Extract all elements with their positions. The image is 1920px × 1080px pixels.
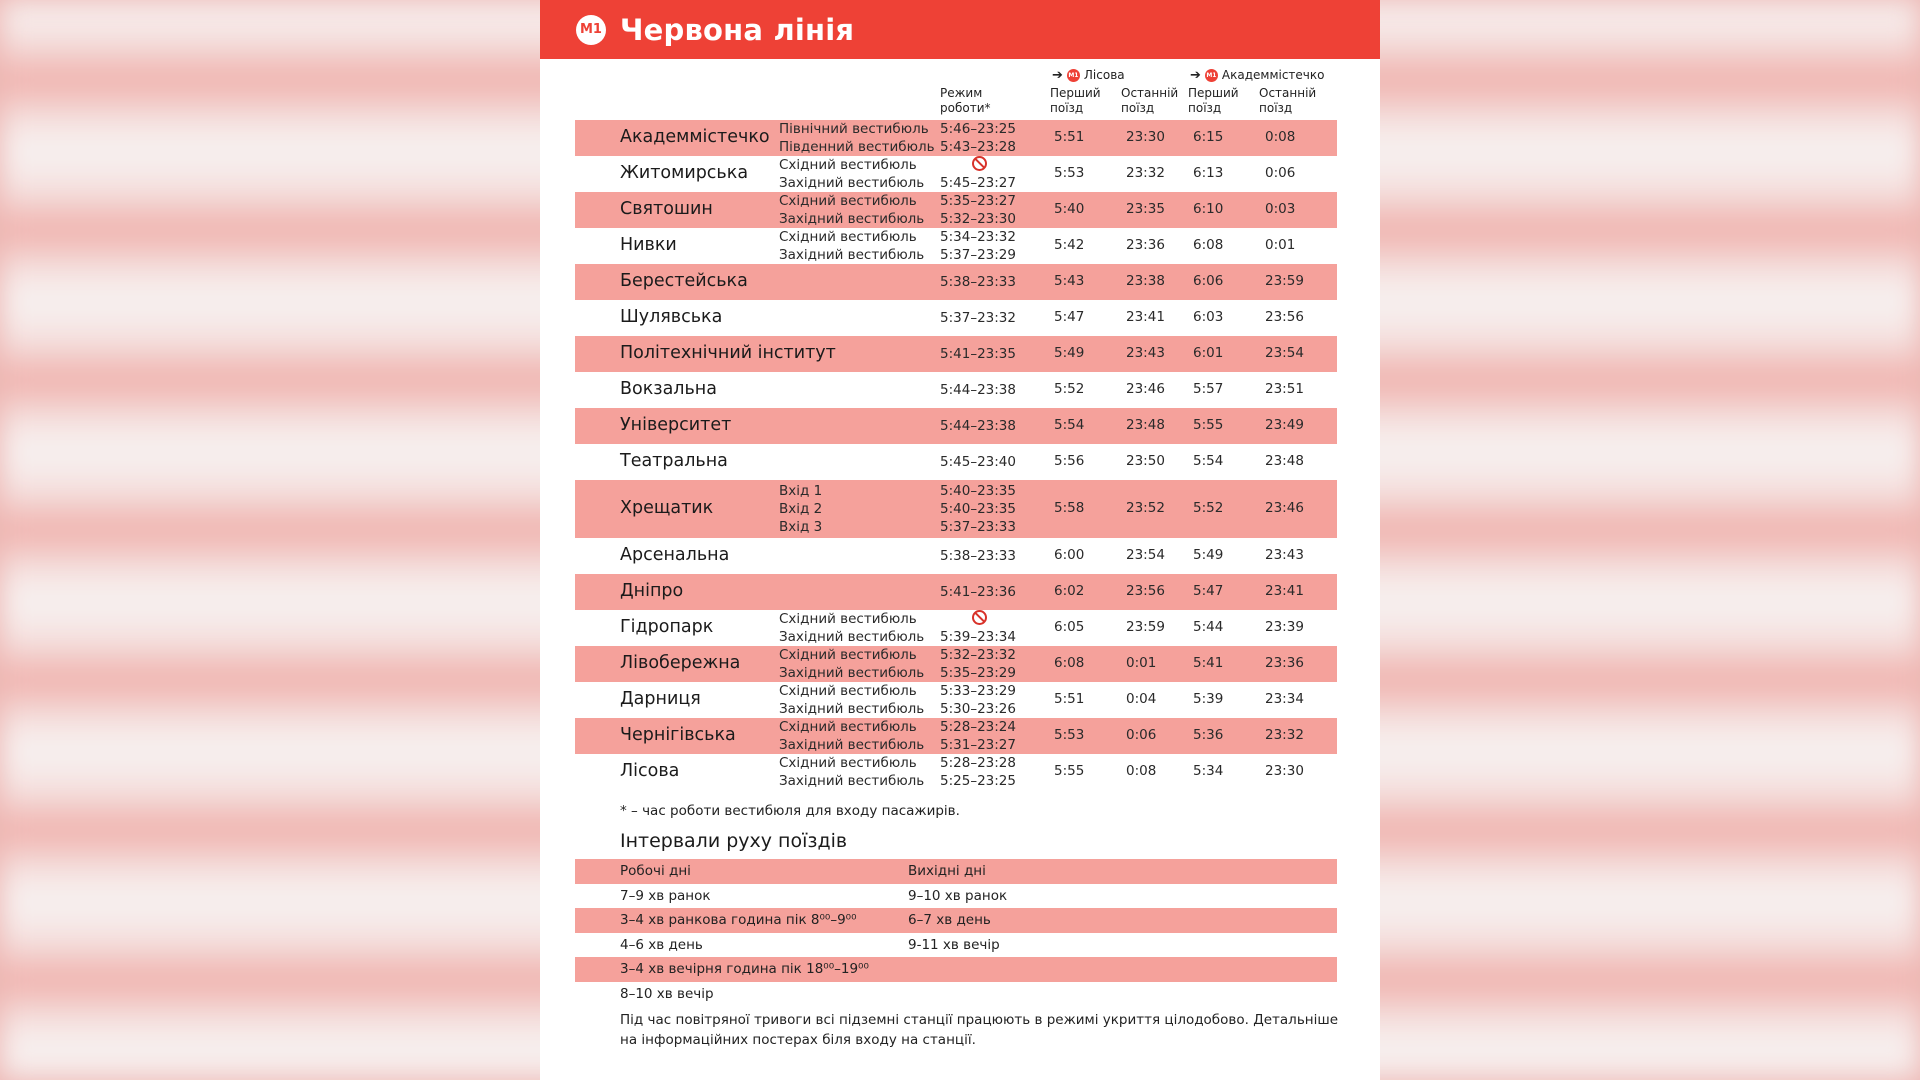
station-name: Дніпро: [620, 581, 684, 601]
hours-value: 5:44–23:38: [940, 418, 1016, 434]
first-train-time: 5:36: [1193, 727, 1224, 743]
hours-value: 5:37–23:33: [940, 519, 1016, 535]
station-name: Лісова: [620, 761, 680, 781]
station-row: [575, 120, 1337, 156]
station-row: [575, 646, 1337, 682]
first-train-time: 5:54: [1054, 417, 1085, 433]
first-train-header: Перший поїзд: [1050, 86, 1101, 115]
last-train-time: 23:49: [1265, 417, 1304, 433]
first-train-time: 5:41: [1193, 655, 1224, 671]
metro-badge-icon: M1: [1067, 69, 1080, 82]
arrow-right-icon: ➔: [1052, 68, 1063, 83]
hours-value: 5:40–23:35: [940, 483, 1016, 499]
first-train-time: 5:42: [1054, 237, 1085, 253]
hours-value: [940, 610, 1016, 628]
last-train-time: 23:39: [1265, 619, 1304, 635]
first-train-time: 5:55: [1054, 763, 1085, 779]
station-row: [575, 156, 1337, 192]
intervals-header-row: [575, 859, 1337, 884]
vestibule-list: [779, 482, 822, 536]
vestibule-name: Південний вестибюль: [779, 139, 935, 155]
last-train-time: 23:46: [1265, 500, 1304, 516]
station-name: Житомирська: [620, 163, 749, 183]
station-row: [575, 336, 1337, 372]
opening-hours: [940, 754, 1016, 790]
stations-table: [575, 120, 1337, 790]
last-train-time: 0:03: [1265, 201, 1296, 217]
first-train-time: 5:53: [1054, 727, 1085, 743]
opening-hours: [940, 192, 1016, 228]
last-train-time: 23:34: [1265, 691, 1304, 707]
last-train-header: Останній поїзд: [1259, 86, 1317, 115]
vestibule-list: [779, 682, 924, 718]
first-train-time: 5:51: [1054, 691, 1085, 707]
last-train-time: 23:30: [1265, 763, 1304, 779]
last-train-time: 23:32: [1126, 165, 1165, 181]
first-train-time: 6:01: [1193, 345, 1224, 361]
hours-value: 5:41–23:35: [940, 346, 1016, 362]
first-train-time: 6:13: [1193, 165, 1224, 181]
last-train-time: 23:50: [1126, 453, 1165, 469]
opening-hours: [940, 417, 1016, 435]
last-train-time: 23:41: [1126, 309, 1165, 325]
first-train-header: Перший поїзд: [1188, 86, 1239, 115]
vestibule-name: Північний вестибюль: [779, 121, 929, 137]
hours-value: 5:45–23:27: [940, 175, 1016, 191]
last-train-time: 23:56: [1265, 309, 1304, 325]
station-row: [575, 682, 1337, 718]
last-train-time: 23:35: [1126, 201, 1165, 217]
direction-name: Лісова: [1083, 68, 1125, 82]
vestibule-name: Західний вестибюль: [779, 175, 925, 191]
first-train-time: 5:40: [1054, 201, 1085, 217]
hours-value: 5:31–23:27: [940, 737, 1016, 753]
station-row: [575, 480, 1337, 538]
first-train-time: 5:53: [1054, 165, 1085, 181]
opening-hours: [940, 610, 1016, 646]
station-row: [575, 718, 1337, 754]
station-name: Лівобережна: [620, 653, 741, 673]
last-train-time: 23:41: [1265, 583, 1304, 599]
first-train-time: 5:43: [1054, 273, 1085, 289]
first-train-time: 5:56: [1054, 453, 1085, 469]
direction-akademmistechko: [1190, 68, 1325, 83]
station-row: [575, 610, 1337, 646]
station-name: Берестейська: [620, 271, 748, 291]
last-train-time: 23:52: [1126, 500, 1165, 516]
poster-header: [540, 0, 1380, 59]
hours-value: 5:28–23:24: [940, 719, 1016, 735]
direction-name: Академмістечко: [1221, 68, 1325, 82]
vestibule-name: Вхід 3: [779, 519, 823, 535]
arrow-right-icon: ➔: [1190, 68, 1201, 83]
direction-lisova: [1052, 68, 1125, 83]
opening-hours: [940, 646, 1016, 682]
vestibule-list: [779, 156, 924, 192]
last-train-time: 23:48: [1265, 453, 1304, 469]
first-train-time: 6:15: [1193, 129, 1224, 145]
station-name: Дарниця: [620, 689, 701, 709]
station-row: [575, 264, 1337, 300]
weekend-interval: 9-11 хв вечір: [908, 936, 1000, 953]
last-train-time: 23:48: [1126, 417, 1165, 433]
column-headers: [540, 68, 1380, 120]
hours-value: 5:45–23:40: [940, 454, 1016, 470]
weekday-interval: 7–9 хв ранок: [620, 887, 711, 904]
last-train-time: 0:06: [1265, 165, 1296, 181]
first-train-time: 6:02: [1054, 583, 1085, 599]
page-title: Червона лінія: [620, 12, 855, 47]
hours-value: 5:43–23:28: [940, 139, 1016, 155]
vestibule-name: Західний вестибюль: [779, 247, 925, 263]
interval-row: [575, 933, 1337, 958]
weekday-interval: 4–6 хв день: [620, 936, 703, 953]
vestibule-list: [779, 718, 924, 754]
hours-value: 5:38–23:33: [940, 274, 1016, 290]
first-train-time: 5:55: [1193, 417, 1224, 433]
first-train-time: 5:34: [1193, 763, 1224, 779]
vestibule-list: [779, 228, 924, 264]
hours-value: 5:44–23:38: [940, 382, 1016, 398]
opening-hours: [940, 547, 1016, 565]
vestibule-list: [779, 646, 924, 682]
opening-hours: [940, 273, 1016, 291]
first-train-time: 6:06: [1193, 273, 1224, 289]
station-row: [575, 538, 1337, 574]
vestibule-name: Західний вестибюль: [779, 665, 925, 681]
vestibule-name: Західний вестибюль: [779, 737, 925, 753]
last-train-time: 0:08: [1265, 129, 1296, 145]
opening-hours: [940, 228, 1016, 264]
hours-value: 5:28–23:28: [940, 755, 1016, 771]
hours-value: 5:35–23:27: [940, 193, 1016, 209]
last-train-time: 23:54: [1265, 345, 1304, 361]
vestibule-name: Вхід 1: [779, 483, 823, 499]
station-row: [575, 192, 1337, 228]
hours-value: 5:40–23:35: [940, 501, 1016, 517]
station-name: Політехнічний інститут: [620, 343, 836, 363]
hours-value: 5:30–23:26: [940, 701, 1016, 717]
weekday-interval: 3–4 хв ранкова година пік 8⁰⁰–9⁰⁰: [620, 912, 857, 928]
opening-hours: [940, 156, 1016, 192]
interval-row: [575, 957, 1337, 982]
hours-value: 5:38–23:33: [940, 548, 1016, 564]
last-train-time: 23:38: [1126, 273, 1165, 289]
hours-value: 5:35–23:29: [940, 665, 1016, 681]
first-train-time: 5:51: [1054, 129, 1085, 145]
hours-value: 5:33–23:29: [940, 683, 1016, 699]
weekend-interval: 6–7 хв день: [908, 912, 991, 928]
last-train-time: 0:04: [1126, 691, 1157, 707]
last-train-time: 23:59: [1265, 273, 1304, 289]
first-train-time: 6:03: [1193, 309, 1224, 325]
intervals-title: Інтервали руху поїздів: [620, 830, 848, 852]
station-name: Театральна: [620, 451, 728, 471]
station-row: [575, 444, 1337, 480]
last-train-header: Останній поїзд: [1121, 86, 1179, 115]
first-train-time: 5:57: [1193, 381, 1224, 397]
first-train-time: 6:10: [1193, 201, 1224, 217]
interval-row: [575, 884, 1337, 909]
vestibule-name: Східний вестибюль: [779, 157, 917, 173]
last-train-time: 23:56: [1126, 583, 1165, 599]
intervals-table: [575, 859, 1337, 1006]
first-train-time: 6:08: [1054, 655, 1085, 671]
station-name: Університет: [620, 415, 732, 435]
first-train-time: 5:52: [1054, 381, 1085, 397]
last-train-time: 23:43: [1126, 345, 1165, 361]
station-row: [575, 300, 1337, 336]
closed-icon: [972, 156, 987, 171]
opening-hours: [940, 120, 1016, 156]
vestibule-name: Східний вестибюль: [779, 229, 917, 245]
first-train-time: 5:49: [1193, 547, 1224, 563]
hours-value: 5:32–23:32: [940, 647, 1016, 663]
schedule-poster: [540, 0, 1380, 1080]
opening-hours: [940, 718, 1016, 754]
vestibule-list: [779, 610, 924, 646]
first-train-time: 5:47: [1193, 583, 1224, 599]
station-name: Хрещатик: [620, 498, 714, 518]
interval-row: [575, 982, 1337, 1007]
metro-badge-icon: M1: [1205, 69, 1218, 82]
station-row: [575, 228, 1337, 264]
vestibule-name: Східний вестибюль: [779, 755, 917, 771]
last-train-time: 23:51: [1265, 381, 1304, 397]
first-train-time: 6:00: [1054, 547, 1085, 563]
hours-value: 5:34–23:32: [940, 229, 1016, 245]
weekend-interval: 9–10 хв ранок: [908, 887, 1008, 904]
vestibule-list: [779, 192, 924, 228]
first-train-time: 5:39: [1193, 691, 1224, 707]
vestibule-list: [779, 120, 935, 156]
station-name: Чернігівська: [620, 725, 736, 745]
hours-value: 5:41–23:36: [940, 584, 1016, 600]
opening-hours: [940, 453, 1016, 471]
hours-value: 5:39–23:34: [940, 629, 1016, 645]
last-train-time: 0:01: [1126, 655, 1157, 671]
last-train-time: 23:54: [1126, 547, 1165, 563]
last-train-time: 23:43: [1265, 547, 1304, 563]
hours-value: 5:46–23:25: [940, 121, 1016, 137]
weekday-interval: 8–10 хв вечір: [620, 985, 714, 1002]
opening-hours: [940, 345, 1016, 363]
first-train-time: 6:05: [1054, 619, 1085, 635]
last-train-time: 23:32: [1265, 727, 1304, 743]
hours-value: 5:32–23:30: [940, 211, 1016, 227]
vestibule-list: [779, 754, 924, 790]
vestibule-name: Західний вестибюль: [779, 211, 925, 227]
vestibule-name: Західний вестибюль: [779, 629, 925, 645]
first-train-time: 5:47: [1054, 309, 1085, 325]
station-row: [575, 754, 1337, 790]
closed-icon: [972, 610, 987, 625]
first-train-time: 5:44: [1193, 619, 1224, 635]
vestibule-name: Східний вестибюль: [779, 647, 917, 663]
station-row: [575, 372, 1337, 408]
vestibule-name: Вхід 2: [779, 501, 823, 517]
station-name: Святошин: [620, 199, 713, 219]
first-train-time: 5:49: [1054, 345, 1085, 361]
first-train-time: 5:52: [1193, 500, 1224, 516]
hours-value: 5:37–23:29: [940, 247, 1016, 263]
vestibule-name: Західний вестибюль: [779, 773, 925, 789]
interval-row: [575, 908, 1337, 933]
weekend-interval: Вихідні дні: [908, 863, 986, 879]
vestibule-name: Східний вестибюль: [779, 719, 917, 735]
last-train-time: 23:46: [1126, 381, 1165, 397]
last-train-time: 23:36: [1126, 237, 1165, 253]
hours-value: 5:25–23:25: [940, 773, 1016, 789]
vestibule-name: Східний вестибюль: [779, 193, 917, 209]
station-name: Арсенальна: [620, 545, 730, 565]
opening-hours: [940, 309, 1016, 327]
station-name: Нивки: [620, 235, 677, 255]
vestibule-name: Західний вестибюль: [779, 701, 925, 717]
footnote: * – час роботи вестибюля для входу пасажирів.: [620, 803, 960, 819]
vestibule-name: Східний вестибюль: [779, 611, 917, 627]
vestibule-name: Східний вестибюль: [779, 683, 917, 699]
last-train-time: 23:36: [1265, 655, 1304, 671]
opening-hours: [940, 682, 1016, 718]
last-train-time: 0:01: [1265, 237, 1296, 253]
station-name: Шулявська: [620, 307, 723, 327]
last-train-time: 23:59: [1126, 619, 1165, 635]
station-name: Академмістечко: [620, 127, 770, 147]
weekday-interval: Робочі дні: [620, 863, 691, 879]
first-train-time: 5:58: [1054, 500, 1085, 516]
opening-hours: [940, 482, 1016, 536]
first-train-time: 6:08: [1193, 237, 1224, 253]
metro-line-badge: M1: [576, 15, 606, 45]
last-train-time: 0:06: [1126, 727, 1157, 743]
station-row: [575, 408, 1337, 444]
hours-value: [940, 156, 1016, 174]
station-name: Гідропарк: [620, 617, 714, 637]
opening-hours: [940, 381, 1016, 399]
hours-value: 5:37–23:32: [940, 310, 1016, 326]
last-train-time: 0:08: [1126, 763, 1157, 779]
station-name: Вокзальна: [620, 379, 717, 399]
weekday-interval: 3–4 хв вечірня година пік 18⁰⁰–19⁰⁰: [620, 961, 869, 977]
last-train-time: 23:30: [1126, 129, 1165, 145]
first-train-time: 5:54: [1193, 453, 1224, 469]
hours-header: Режим роботи*: [940, 86, 991, 115]
air-raid-note: Під час повітряної тривоги всі підземні станції працюють в режимі укриття цілодобово. Детальніше на інформаційних постерах біля входу на станції.: [620, 1012, 1339, 1048]
opening-hours: [940, 583, 1016, 601]
station-row: [575, 574, 1337, 610]
